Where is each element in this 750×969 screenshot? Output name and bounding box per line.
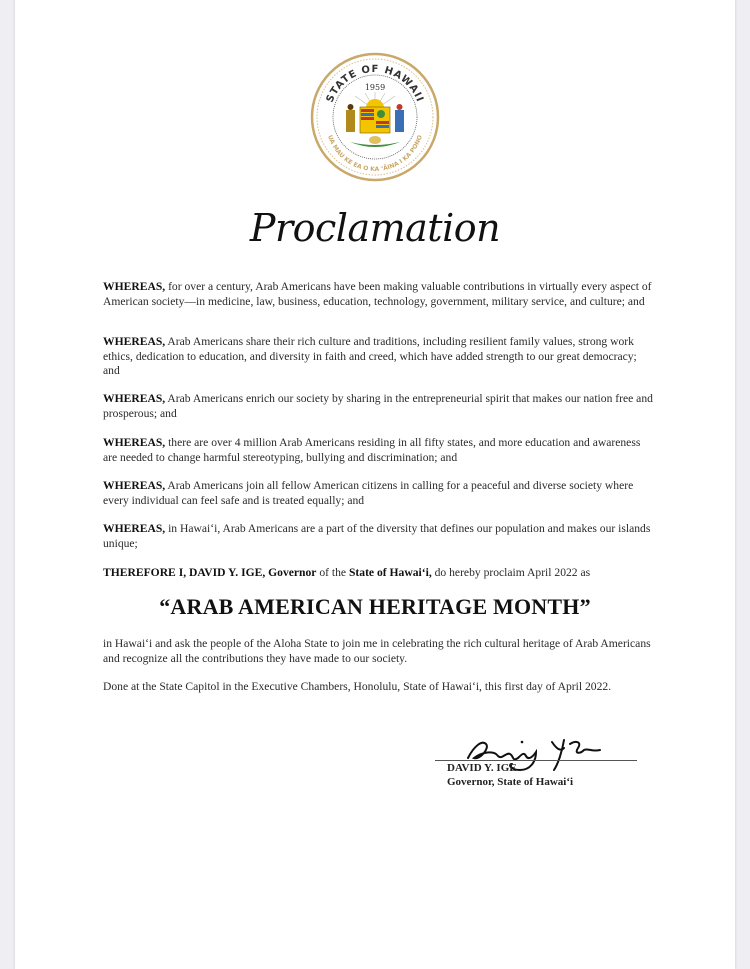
paragraph-text: in Hawaiʻi, Arab Americans are a part of the diversity that defines our population and makes our islands unique; <box>103 522 651 550</box>
whereas-lead: WHEREAS, <box>103 392 166 405</box>
whereas-lead: WHEREAS, <box>103 479 166 492</box>
paragraph-text: Arab Americans share their rich culture and traditions, including resilient family values, strong work ethics, dedication to education, and diversity in faith and creed, which have added strength to our great democracy; and <box>103 335 637 378</box>
whereas-lead: WHEREAS, <box>103 522 166 535</box>
whereas-lead: WHEREAS, <box>103 335 166 348</box>
paragraph-text: Arab Americans enrich our society by sharing in the entrepreneurial spirit that makes our nation free and prosperous; and <box>103 392 653 420</box>
therefore-paragraph <box>103 566 653 581</box>
whereas-paragraph <box>103 280 653 309</box>
therefore-state: State of Hawaiʻi, <box>348 566 432 579</box>
whereas-paragraph <box>103 479 653 508</box>
signer-title: Governor, State of Hawaiʻi <box>447 776 574 788</box>
signature-block <box>435 728 645 798</box>
whereas-paragraph <box>103 436 653 465</box>
therefore-lead: THEREFORE I, DAVID Y. IGE, Governor <box>103 566 317 579</box>
done-at-paragraph: Done at the State Capitol in the Executive Chambers, Honolulu, State of Hawaiʻi, this first day of April 2022. <box>103 680 612 693</box>
paragraph-text: for over a century, Arab Americans have been making valuable contributions in virtually every aspect of American society—in medicine, law, business, education, technology, government, military service, and culture; and <box>103 280 652 308</box>
state-of-hawaii-seal-icon <box>310 52 440 182</box>
therefore-rest: do hereby proclaim April 2022 as <box>431 566 591 579</box>
whereas-paragraph <box>103 522 653 551</box>
page-title: Proclamation <box>249 206 501 250</box>
svg-text:UA MAU KE EA O KA ʻĀINA I KA P: UA MAU KE EA O KA ʻĀINA I KA PONO <box>326 134 424 174</box>
closing-paragraph: in Hawaiʻi and ask the people of the Aloha State to join me in celebrating the rich cultural heritage of Arab Americans and recognize all the contributions they have made to our society. <box>103 637 651 665</box>
paragraph-text: there are over 4 million Arab Americans residing in all fifty states, and more education and awareness are needed to change harmful stereotyping, bullying and discrimination; and <box>103 436 641 464</box>
whereas-paragraph <box>103 335 653 379</box>
svg-text:STATE OF HAWAII: STATE OF HAWAII <box>324 63 426 105</box>
proclamation-headline: “ARAB AMERICAN HERITAGE MONTH” <box>159 594 591 619</box>
whereas-paragraph <box>103 392 653 421</box>
therefore-connector: of the <box>316 566 349 579</box>
proclamation-page <box>15 0 735 969</box>
signature-line <box>435 760 637 761</box>
whereas-lead: WHEREAS, <box>103 436 166 449</box>
svg-text:1959: 1959 <box>364 83 386 92</box>
whereas-lead: WHEREAS, <box>103 280 166 293</box>
paragraph-text: Arab Americans join all fellow American citizens in calling for a peaceful and diverse society where every individual can feel safe and is treated equally; and <box>103 479 634 507</box>
signer-name: DAVID Y. IGE <box>447 762 517 774</box>
